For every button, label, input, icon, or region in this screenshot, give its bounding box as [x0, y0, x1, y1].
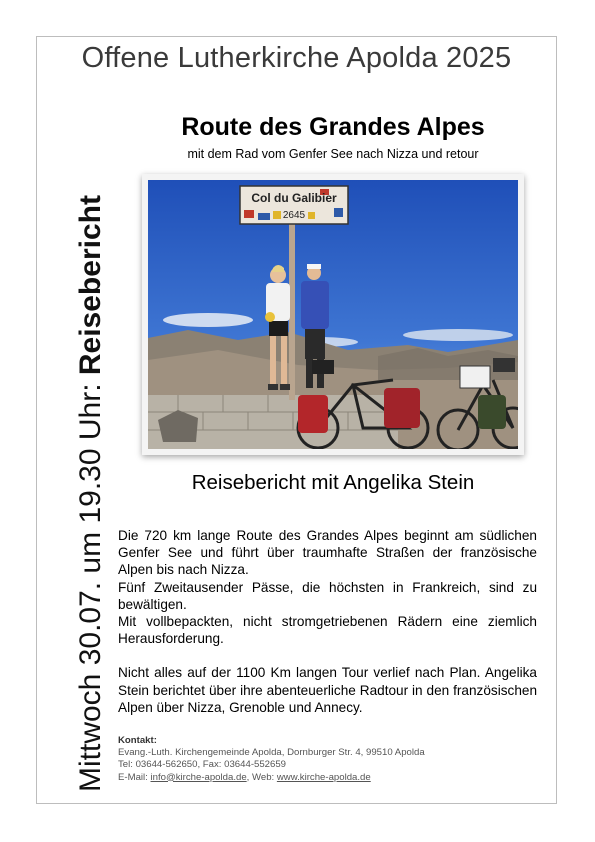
description [118, 527, 537, 716]
event-subtitle: mit dem Rad vom Genfer See nach Nizza und retour [187, 147, 479, 161]
description-paragraph-2: Fünf Zweitausender Pässe, die höchsten in Frankreich, sind zu bewältigen. [118, 579, 537, 612]
web-prefix: , Web: [246, 771, 277, 783]
web-link[interactable]: www.kirche-apolda.de [276, 771, 371, 783]
contact-online [118, 772, 538, 784]
description-paragraph-4: Nicht alles auf der 1100 Km langen Tour verlief nach Plan. Angelika Stein berichtet über ihre abenteuerliche Radtour in den französischen Alpen über Nizza, Grenoble und Annecy. [118, 665, 537, 715]
event-title: Route des Grandes Alpes [181, 113, 485, 141]
sign-name: Col du Galibier [251, 191, 337, 205]
contact-organisation: Evang.-Luth. Kirchengemeinde Apolda, Dornburger Str. 4, 99510 Apolda [118, 747, 425, 759]
description-paragraph-1: Die 720 km lange Route des Grandes Alpes beginnt am südlichen Genfer See und führt über traumhafte Straßen der französische Alpen bis nach Nizza. [118, 528, 537, 578]
email-prefix: E-Mail: [118, 771, 151, 783]
event-photo [142, 174, 524, 455]
description-paragraph-3: Mit vollbepackten, nicht stromgetriebenen Rädern eine ziemlich Herausforderung. [118, 614, 537, 647]
contact-label: Kontakt [118, 735, 154, 746]
side-banner-date: Mittwoch 30.07. um 19.30 Uhr: [74, 375, 107, 792]
contact-phone: Tel: 03644-562650, Fax: 03644-552659 [118, 759, 287, 771]
side-banner-label: Reisebericht [74, 195, 107, 376]
sign-altitude: 2645 [282, 210, 306, 221]
page-header-title: Offene Lutherkirche Apolda 2025 [81, 42, 512, 74]
email-link[interactable]: info@kirche-apolda.de [150, 771, 247, 783]
contact-block: Kontakt: Evang.-Luth. Kirchengemeinde Apolda, Dornburger Str. 4, 99510 Apolda Tel: 03644-562650, Fax: 03644-552659 E-Mail: info@kirche-apolda.de, Web: www.kirche-apolda.de [118, 735, 538, 784]
col-du-galibier-photo [148, 180, 518, 449]
side-banner [74, 92, 108, 792]
speaker-line: Reisebericht mit Angelika Stein [191, 471, 475, 494]
